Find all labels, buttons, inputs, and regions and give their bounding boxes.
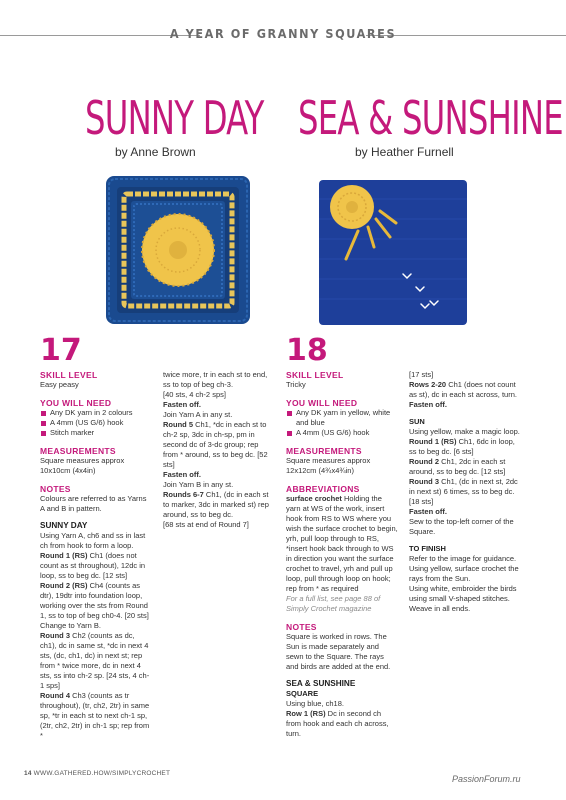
list-item: A 4mm (US G/6) hook bbox=[40, 418, 152, 428]
pattern-step bbox=[409, 380, 521, 400]
body-text: Colours are referred to as Yarns A and B in pattern. bbox=[40, 494, 147, 513]
step-text: Ch2 (counts as dc, ch1), dc in same st, *dc in next 4 sts, (dc, ch1, dc) in next st; rep from * twice more, dc in next 4 sts, ss into ch-2 sp. [24 sts, 4 ch-1 sps] bbox=[40, 631, 150, 690]
instruction: Fasten off. bbox=[409, 400, 447, 409]
header-title: A YEAR OF GRANNY SQUARES bbox=[169, 26, 397, 41]
right-column-1 bbox=[286, 370, 398, 739]
body-text: [17 sts] bbox=[409, 370, 434, 379]
pattern-step bbox=[409, 437, 521, 457]
step-label: Round 2 bbox=[409, 457, 439, 466]
body-text: Square measures approx 10x10cm (4x4in) bbox=[40, 456, 125, 475]
footer-page-url bbox=[24, 770, 170, 777]
section-heading: SKILL LEVEL bbox=[286, 370, 344, 380]
step-label: Rounds 6-7 bbox=[163, 490, 204, 499]
section-heading: ABBREVIATIONS bbox=[286, 484, 360, 494]
sea-sunshine-square-image bbox=[318, 179, 468, 326]
body-text: Tricky bbox=[286, 380, 306, 389]
body-text: twice more, tr in each st to end, ss to top of beg ch-3. bbox=[163, 370, 268, 389]
instruction: Fasten off. bbox=[163, 470, 201, 479]
pattern-step bbox=[409, 457, 521, 477]
step-text: Holding the yarn at WS of the work, insert hook from RS to WS where you wish the surface crochet to begin, yrh, pull loop through to RS, *insert hook back through to WS in direction you want the surface crochet to travel, yrh and pull up loop, pull through loop on hook; rep from * as required bbox=[286, 494, 398, 593]
left-column-2 bbox=[163, 370, 275, 530]
step-label: Round 4 bbox=[40, 691, 70, 700]
step-label: Round 3 bbox=[409, 477, 439, 486]
pattern-step bbox=[163, 490, 275, 520]
section-heading: NOTES bbox=[40, 484, 71, 494]
right-byline: by Heather Furnell bbox=[355, 145, 454, 159]
step-text: Ch1 (does not count as st throughout), 12dc in loop, ss to beg dc. [12 sts] bbox=[40, 551, 146, 580]
step-text: Ch4 (counts as dtr), 19dtr into foundation loop, working over the sts from Round 1, ss to top of beg ch0-4. [20 sts] Change to Yarn B. bbox=[40, 581, 149, 630]
body-text: Using yellow, make a magic loop. bbox=[409, 427, 520, 436]
section-heading: SKILL LEVEL bbox=[40, 370, 98, 380]
pattern-step bbox=[40, 631, 152, 691]
step-text: Ch1, (dc in each st to marker, 3dc in marked st) rep around, ss to beg dc. bbox=[163, 490, 269, 519]
sub-heading: SQUARE bbox=[286, 689, 319, 698]
instruction: Fasten off. bbox=[409, 507, 447, 516]
pattern-step bbox=[40, 691, 152, 741]
body-text: Sew to the top-left corner of the Square. bbox=[409, 517, 514, 536]
step-text: Ch1 (does not count as st), dc in each st across, turn. bbox=[409, 380, 517, 399]
right-pattern-number: 18 bbox=[286, 333, 328, 368]
page-number: 14 bbox=[24, 770, 32, 777]
section-heading: YOU WILL NEED bbox=[286, 398, 358, 408]
sunny-day-square-image bbox=[104, 174, 252, 326]
step-text: Dc in second ch from hook and each ch across, turn. bbox=[286, 709, 389, 738]
step-label: Row 1 (RS) bbox=[286, 709, 326, 718]
step-text: Ch3 (counts as tr throughout), (tr, ch2, 2tr) in same sp, *tr in each st to next ch-1 sp, (2tr, ch2, 2tr) in ch-1 sp; rep from * bbox=[40, 691, 150, 740]
instruction: Fasten off. bbox=[163, 400, 201, 409]
step-label: Round 3 bbox=[40, 631, 70, 640]
list-item: Stitch marker bbox=[40, 428, 152, 438]
section-heading: MEASUREMENTS bbox=[40, 446, 116, 456]
body-text: Using blue, ch18. bbox=[286, 699, 344, 708]
pattern-step bbox=[409, 477, 521, 497]
footer-url: WWW.GATHERED.HOW/SIMPLYCROCHET bbox=[33, 770, 171, 777]
body-text: Refer to the image for guidance. Using yellow, surface crochet the rays from the Sun. bbox=[409, 554, 519, 583]
section-heading: YOU WILL NEED bbox=[40, 398, 112, 408]
list-item: Any DK yarn in 2 colours bbox=[40, 408, 152, 418]
body-text: Join Yarn B in any st. bbox=[163, 480, 234, 489]
body-text: Join Yarn A in any st. bbox=[163, 410, 233, 419]
left-column-1 bbox=[40, 370, 152, 741]
reference-note: For a full list, see page 88 of Simply Crochet magazine bbox=[286, 594, 381, 613]
sub-heading: TO FINISH bbox=[409, 544, 446, 553]
step-text: Ch1, (dc in next st, 2dc in next st) 6 times, ss to beg dc. bbox=[409, 477, 518, 496]
body-text: Square is worked in rows. The Sun is made separately and sewn to the Square. The rays and birds are added at the end. bbox=[286, 632, 391, 671]
step-label: surface crochet bbox=[286, 494, 342, 503]
list-item: Any DK yarn in yellow, white and blue bbox=[286, 408, 398, 428]
left-byline: by Anne Brown bbox=[115, 145, 196, 159]
step-text: Ch1, *dc in each st to ch-2 sp, 3dc in ch-sp, pm in second dc of 3-dc group; rep from * around, ss to beg dc. [52 sts] bbox=[163, 420, 268, 469]
step-label: Round 1 (RS) bbox=[409, 437, 457, 446]
right-column-2 bbox=[409, 370, 521, 614]
step-label: Round 2 (RS) bbox=[40, 581, 88, 590]
list-item: A 4mm (US G/6) hook bbox=[286, 428, 398, 438]
pattern-heading: SUNNY DAY bbox=[40, 521, 88, 530]
pattern-step bbox=[40, 551, 152, 581]
body-text: [18 sts] bbox=[409, 497, 434, 506]
right-title: SEA & SUNSHINE bbox=[298, 91, 563, 145]
pattern-step bbox=[163, 420, 275, 470]
body-text: Easy peasy bbox=[40, 380, 79, 389]
watermark: PassionForum.ru bbox=[452, 774, 521, 784]
step-text: Ch1, 6dc in loop, ss to beg dc. [6 sts] bbox=[409, 437, 515, 456]
body-text: Square measures approx 12x12cm (4¾x4¾in) bbox=[286, 456, 371, 475]
body-text: Using Yarn A, ch6 and ss in last ch from hook to form a loop. bbox=[40, 531, 146, 550]
step-label: Round 5 bbox=[163, 420, 193, 429]
step-label: Round 1 (RS) bbox=[40, 551, 88, 560]
body-text: Using white, embroider the birds using small V-shaped stitches. Weave in all ends. bbox=[409, 584, 517, 613]
step-text: Ch1, 2dc in each st around, ss to beg dc. [12 sts] bbox=[409, 457, 506, 476]
body-text: [68 sts at end of Round 7] bbox=[163, 520, 249, 529]
pattern-step bbox=[40, 581, 152, 631]
step-label: Rows 2-20 bbox=[409, 380, 447, 389]
pattern-heading: SEA & SUNSHINE bbox=[286, 679, 356, 688]
pattern-step bbox=[286, 494, 398, 594]
body-text: [40 sts, 4 ch-2 sps] bbox=[163, 390, 226, 399]
sub-heading: SUN bbox=[409, 417, 425, 426]
section-heading: MEASUREMENTS bbox=[286, 446, 362, 456]
section-heading: NOTES bbox=[286, 622, 317, 632]
pattern-step bbox=[286, 709, 398, 739]
left-title: SUNNY DAY bbox=[85, 91, 264, 145]
left-pattern-number: 17 bbox=[40, 333, 82, 368]
